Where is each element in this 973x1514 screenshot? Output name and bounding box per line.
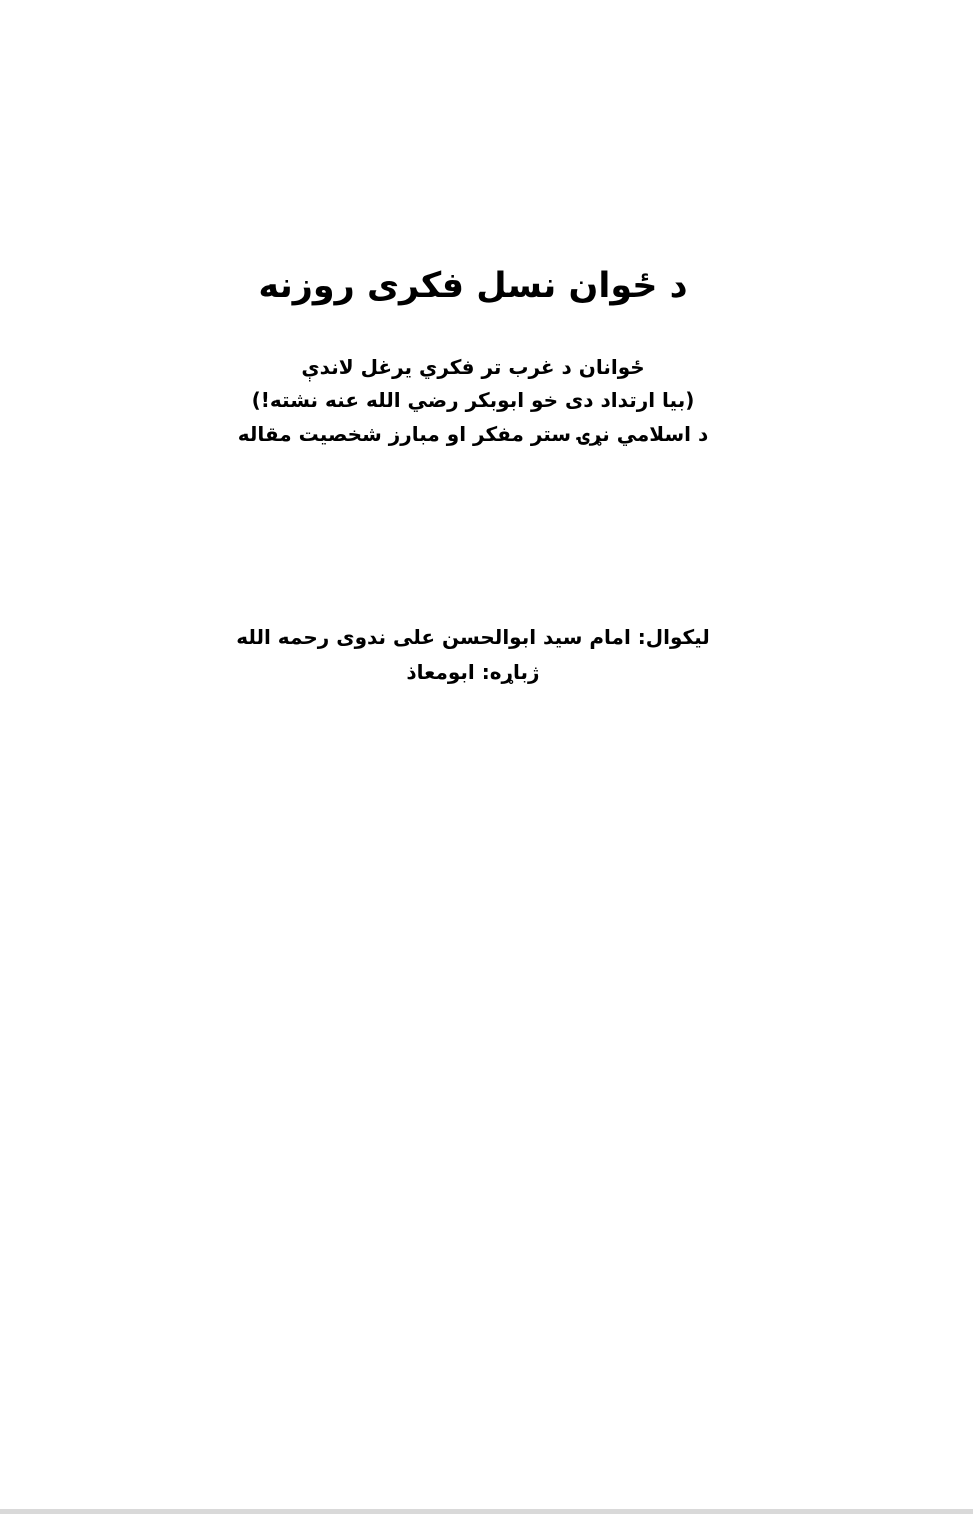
page-bottom-border	[0, 1509, 973, 1514]
translator-line: ژباړه: ابومعاذ	[406, 660, 540, 684]
author-line: ليکوال: امام سيد ابوالحسن على ندوی رحمه الله	[236, 625, 710, 649]
subtitle-line-3: د اسلامي نړۍ ستر مفکر او مبارز شخصيت مقاله	[237, 422, 709, 446]
subtitle-line-1: ځوانان د غرب تر فکري يرغل لاندې	[301, 355, 645, 379]
document-title: د ځوان نسل فکری روزنه	[258, 266, 688, 306]
subtitle-line-2: (بيا ارتداد دی خو ابوبکر رضي الله عنه نشته!)	[251, 388, 695, 412]
